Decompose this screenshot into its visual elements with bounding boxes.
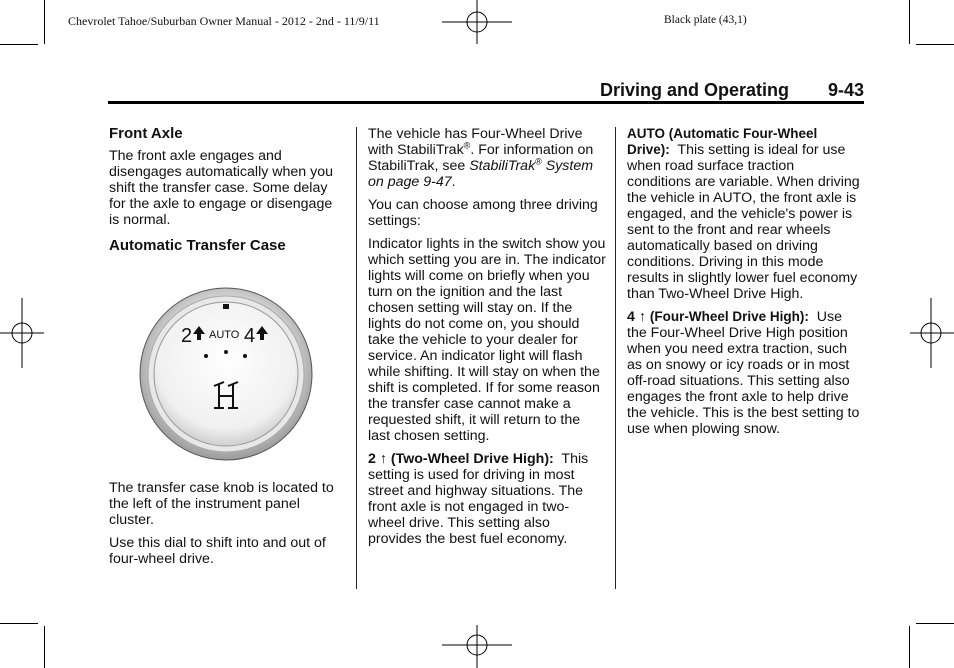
two-wheel-drive-paragraph: 2 ↑ (Two-Wheel Drive High): This setting is used for driving in most street and highway situations. The front axle is not engaged in two-wheel drive. This setting also provides the best fuel economy. xyxy=(368,451,589,547)
indicator-lights-paragraph: Indicator lights in the switch show you which setting you are in. The indicator lights will come on briefly when you turn on the ignition and the last chosen setting will stay on. If the lights do not come on, you should take the vehicle to your dealer for service. An indicator light will flash while shifting. It will stay on when the shift is completed. If for some reason the transfer case cannot make a requested shift, it will return to the last chosen setting. xyxy=(368,236,606,444)
stabilitrak-paragraph: The vehicle has Four-Wheel Drive with StabiliTrak®. For information on StabiliTrak, see StabiliTrak® System on page 9-47. xyxy=(368,126,594,190)
print-header-left: Chevrolet Tahoe/Suburban Owner Manual - 2012 - 2nd - 11/9/11 xyxy=(68,14,380,28)
arrow-up-icon: ↑ xyxy=(638,309,646,325)
column-divider-1 xyxy=(356,127,357,589)
auto-mode-paragraph: AUTO (Automatic Four-Wheel Drive): This setting is ideal for use when road surface traction conditions are variable. When driving the vehicle in AUTO, the front axle is engaged, and the vehicle's power is sent to the front and rear wheels automatically based on driving conditions. Driving in this mode results in slightly lower fuel economy than Two-Wheel Drive High. xyxy=(627,126,860,302)
running-head xyxy=(600,80,864,101)
section-title: Driving and Operating xyxy=(600,80,790,100)
heading-automatic-transfer-case: Automatic Transfer Case xyxy=(109,237,286,254)
knob-label-2: 2 xyxy=(181,325,193,347)
column-1 xyxy=(109,126,345,574)
arrow-up-icon: ↑ xyxy=(379,451,387,467)
four-wheel-drive-paragraph: 4 ↑ (Four-Wheel Drive High): Use the Four-Wheel Drive High position when you need extra traction, such as on snowy or icy roads or in most off-road situations. This setting also engages the front axle to help drive the vehicle. This is the best setting to use when plowing snow. xyxy=(627,309,860,437)
page-number: 9-43 xyxy=(827,80,864,100)
knob-label-4: 4 xyxy=(244,325,256,347)
column-2 xyxy=(368,126,606,554)
header-rule xyxy=(108,101,864,104)
heading-front-axle: Front Axle xyxy=(109,125,183,142)
front-axle-paragraph: The front axle engages and disengages automatically when you shift the transfer case. Some delay for the axle to engage or disengage is normal. xyxy=(109,148,333,228)
column-3 xyxy=(627,126,861,444)
print-header-right: Black plate (43,1) xyxy=(664,14,747,26)
column-divider-2 xyxy=(615,127,616,589)
knob-label-auto: AUTO xyxy=(209,329,240,341)
knob-location-paragraph: The transfer case knob is located to the left of the instrument panel cluster. xyxy=(109,480,334,528)
transfer-case-knob-illustration xyxy=(109,260,345,480)
dial-usage-paragraph: Use this dial to shift into and out of four-wheel drive. xyxy=(109,535,326,567)
driving-settings-paragraph: You can choose among three driving settings: xyxy=(368,197,598,229)
transfer-case-knob-figure xyxy=(109,260,345,480)
